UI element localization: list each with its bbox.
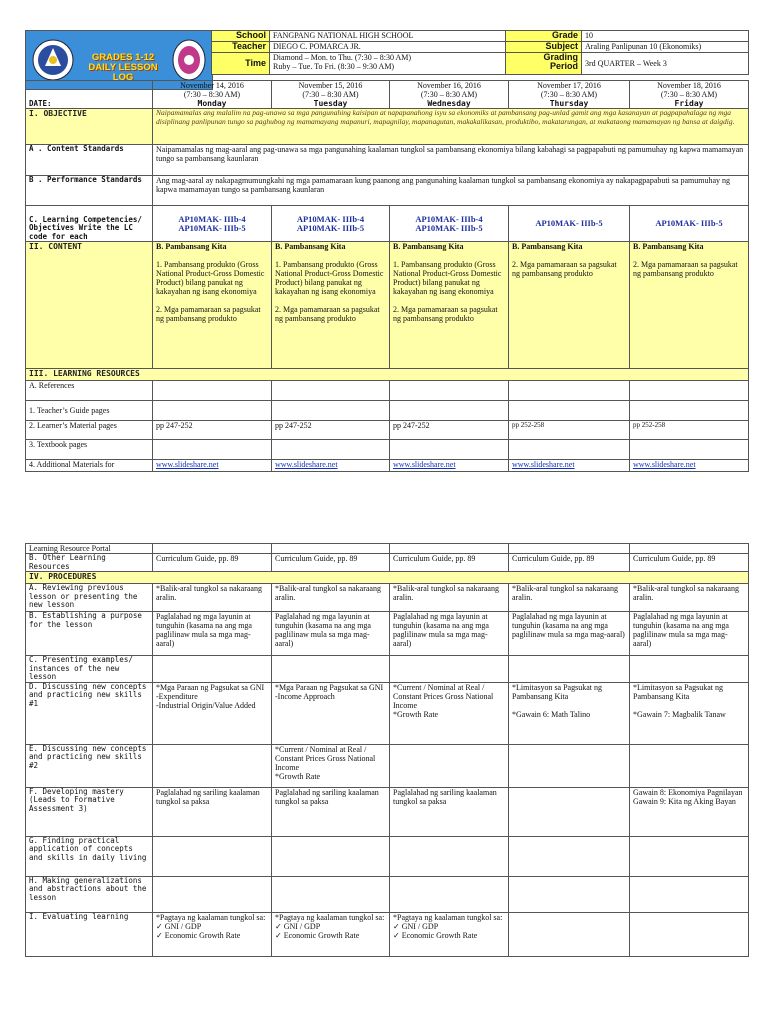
time-value-line-2: Ruby – Tue. To Fri. (8:30 – 9:30 AM): [273, 62, 395, 71]
procedures-label: IV. PROCEDURES: [26, 572, 749, 584]
grading-label: Grading: [543, 52, 578, 62]
proc-d-tuesday: *Mga Paraan ng Pagsukat sa GNI -Income Approach: [272, 682, 390, 744]
eval-item: ✓ GNI / GDP: [275, 921, 321, 931]
banner-title-2: DAILY LESSON LOG: [88, 62, 158, 83]
proc-f-label: F. Developing mastery (Leads to Formative Assessment 3): [26, 787, 153, 836]
objective-text: Naipamamalas ang malalim na pag-unawa sa mga pangunahing kaisipan at napapanahong isyu sa ekonomiks at pambansang pag-unlad gamit ang mga kasanayan at pagpapahalaga ng mga disiplinang panlipunan tungo sa paghubog ng mamamayang mapanuri, mapagnilay, mapanagutan, makakalikasan, produktibo, makatarungan, at makataong mamamayan ng bansa at daigdig.: [153, 109, 749, 145]
proc-c-label: C. Presenting examples/ instances of the new lesson: [26, 656, 153, 683]
proc-b-monday: Paglalahad ng mga layunin at tunguhin (kasama na ang mga paglilinaw mula sa mga mag-aaral): [153, 612, 272, 656]
eval-title: *Pagtaya ng kaalaman tungkol sa:: [275, 912, 385, 922]
content-items: 1. Pambansang produkto (Gross National Product-Gross Domestic Product) bilang panukat ng kakayahan ng isang ekonomiya 2. Mga pamamaraan sa pagsukat ng pambansang produkto: [393, 260, 502, 323]
lm-pages-wednesday: pp 247-252: [390, 421, 509, 440]
content-title: B. Pambansang Kita: [633, 242, 704, 251]
day-date: November 18, 2016: [657, 81, 721, 90]
content-cell-thursday: [509, 242, 630, 369]
competencies-label: C. Learning Competencies/ Objectives Write the LC code for each: [26, 206, 153, 242]
day-name: Monday: [197, 99, 227, 108]
objective-label: I. OBJECTIVE: [26, 109, 153, 145]
slideshare-link-friday[interactable]: www.slideshare.net: [633, 460, 696, 469]
proc-i-wednesday: [390, 912, 509, 956]
lm-pages-thursday: pp 252-258: [509, 421, 630, 440]
header-info-table: [211, 30, 749, 75]
proc-f-wednesday: Paglalahad ng sariling kaalaman tungkol sa paksa: [390, 787, 509, 836]
content-items: 1. Pambansang produkto (Gross National Product-Gross Domestic Product) bilang panukat ng kakayahan ng isang ekonomiya 2. Mga pamamaraan sa pagsukat ng pambansang produkto: [156, 260, 265, 323]
proc-g-label: G. Finding practical application of concepts and skills in daily living: [26, 836, 153, 876]
content-cell-tuesday: [272, 242, 390, 369]
competency-code-wednesday: AP10MAK- IIIb-4 AP10MAK- IIIb-5: [390, 206, 509, 242]
time-label: Time: [212, 53, 270, 75]
proc-d-monday: *Mga Paraan ng Pagsukat sa GNI -Expenditure -Industrial Origin/Value Added: [153, 682, 272, 744]
day-time: (7:30 – 8:30 AM): [660, 90, 718, 99]
grade-value: 10: [582, 31, 749, 42]
slideshare-link-wednesday[interactable]: www.slideshare.net: [393, 460, 456, 469]
school-value: FANGPANG NATIONAL HIGH SCHOOL: [270, 31, 506, 42]
content-title: B. Pambansang Kita: [156, 242, 227, 251]
day-name: Wednesday: [427, 99, 471, 108]
references-label: A. References: [26, 381, 153, 401]
school-seal-icon: [172, 39, 206, 81]
performance-standards-label: B . Performance Standards: [26, 176, 153, 206]
resources-label: III. LEARNING RESOURCES: [26, 369, 749, 381]
eval-item: ✓ Economic Growth Rate: [275, 930, 360, 940]
day-time: (7:30 – 8:30 AM): [420, 90, 478, 99]
lm-pages-tuesday: pp 247-252: [272, 421, 390, 440]
proc-a-tuesday: *Balik-aral tungkol sa nakaraang aralin.: [272, 584, 390, 612]
slideshare-link-tuesday[interactable]: www.slideshare.net: [275, 460, 338, 469]
competency-code-thursday: AP10MAK- IIIb-5: [509, 206, 630, 242]
proc-f-monday: Paglalahad ng sariling kaalaman tungkol sa paksa: [153, 787, 272, 836]
eval-item: ✓ GNI / GDP: [393, 921, 439, 931]
content-title: B. Pambansang Kita: [393, 242, 464, 251]
competency-code-friday: AP10MAK- IIIb-5: [630, 206, 749, 242]
eval-title: *Pagtaya ng kaalaman tungkol sa:: [393, 912, 503, 922]
other-resources-tuesday: Curriculum Guide, pp. 89: [272, 554, 390, 572]
content-cell-friday: [630, 242, 749, 369]
proc-f-tuesday: Paglalahad ng sariling kaalaman tungkol sa paksa: [272, 787, 390, 836]
proc-f-friday: Gawain 8: Ekonomiya Pagnilayan Gawain 9: Kita ng Aking Bayan: [630, 787, 749, 836]
proc-a-monday: *Balik-aral tungkol sa nakaraang aralin.: [153, 584, 272, 612]
textbook-label: 3. Textbook pages: [26, 440, 153, 460]
day-date: November 16, 2016: [417, 81, 481, 90]
teacher-label: Teacher: [212, 42, 270, 53]
content-standards-text: Naipamamalas ng mag-aaral ang pag-unawa sa mga pangunahing kaalaman tungkol sa pambansang ekonomiya bilang kabahagi sa pagpapabuti ng pamumuhay ng kapwa mamamayan tungo sa pambansang kaunlaran: [153, 145, 749, 176]
school-label: School: [212, 31, 270, 42]
lm-pages-monday: pp 247-252: [153, 421, 272, 440]
eval-item: ✓ GNI / GDP: [156, 921, 202, 931]
slideshare-link-thursday[interactable]: www.slideshare.net: [512, 460, 575, 469]
proc-b-thursday: Paglalahad ng mga layunin at tunguhin (kasama na ang mga paglilinaw mula sa mga mag-aaral): [509, 612, 630, 656]
deped-seal-icon: [32, 39, 74, 81]
eval-item: ✓ Economic Growth Rate: [393, 930, 478, 940]
day-header-tuesday: [272, 81, 390, 109]
day-name: Thursday: [549, 99, 589, 108]
day-date: November 14, 2016: [180, 81, 244, 90]
subject-label: Subject: [506, 42, 582, 53]
day-name: Friday: [674, 99, 704, 108]
other-resources-thursday: Curriculum Guide, pp. 89: [509, 554, 630, 572]
content-label: II. CONTENT: [26, 242, 153, 369]
day-header-monday: [153, 81, 272, 109]
proc-i-tuesday: [272, 912, 390, 956]
proc-b-wednesday: Paglalahad ng mga layunin at tunguhin (kasama na ang mga paglilinaw mula sa mga mag-aaral): [390, 612, 509, 656]
proc-a-friday: *Balik-aral tungkol sa nakaraang aralin.: [630, 584, 749, 612]
learners-material-label: 2. Learner’s Material pages: [26, 421, 153, 440]
grading-value: 3rd QUARTER – Week 3: [582, 53, 749, 75]
content-cell-wednesday: [390, 242, 509, 369]
eval-title: *Pagtaya ng kaalaman tungkol sa:: [156, 912, 266, 922]
proc-i-monday: [153, 912, 272, 956]
proc-d-wednesday: *Current / Nominal at Real / Constant Prices Gross National Income *Growth Rate: [390, 682, 509, 744]
additional-materials-label-cont: Learning Resource Portal: [26, 544, 153, 554]
proc-h-label: H. Making generalizations and abstractions about the lesson: [26, 876, 153, 912]
content-items: 1. Pambansang produkto (Gross National Product-Gross Domestic Product) bilang panukat ng kakayahan ng isang ekonomiya 2. Mga pamamaraan sa pagsukat ng pambansang produkto: [275, 260, 384, 323]
day-date: November 17, 2016: [537, 81, 601, 90]
time-value: [270, 53, 506, 75]
lesson-table-page-1: [25, 80, 749, 472]
lesson-table-page-2: [25, 543, 749, 957]
slideshare-link-monday[interactable]: www.slideshare.net: [156, 460, 219, 469]
eval-item: ✓ Economic Growth Rate: [156, 930, 241, 940]
banner-title-1: GRADES 1-12: [91, 52, 155, 63]
subject-value: Araling Panlipunan 10 (Ekonomiks): [582, 42, 749, 53]
other-resources-monday: Curriculum Guide, pp. 89: [153, 554, 272, 572]
day-header-thursday: [509, 81, 630, 109]
proc-d-friday: *Limitasyon sa Pagsukat ng Pambansang Kita *Gawain 7: Magbalik Tanaw: [630, 682, 749, 744]
day-header-friday: [630, 81, 749, 109]
lm-pages-friday: pp 252-258: [630, 421, 749, 440]
proc-d-thursday: *Limitasyon sa Pagsukat ng Pambansang Kita *Gawain 6: Math Talino: [509, 682, 630, 744]
day-date: November 15, 2016: [298, 81, 363, 90]
day-name: Tuesday: [313, 99, 348, 108]
time-value-line-1: Diamond – Mon. to Thu. (7:30 – 8:30 AM): [273, 53, 412, 62]
competency-code-tuesday: AP10MAK- IIIb-4 AP10MAK- IIIb-5: [272, 206, 390, 242]
competency-code-monday: AP10MAK- IIIb-4 AP10MAK- IIIb-5: [153, 206, 272, 242]
grading-period-label: [506, 53, 582, 75]
day-time: (7:30 – 8:30 AM): [540, 90, 598, 99]
date-label: DATE:: [26, 81, 153, 109]
period-label: Period: [549, 61, 578, 71]
content-items: 2. Mga pamamaraan sa pagsukat ng pambansang produkto: [633, 260, 738, 278]
day-time: (7:30 – 8:30 AM): [302, 90, 359, 99]
other-resources-friday: Curriculum Guide, pp. 89: [630, 554, 749, 572]
proc-d-label: D. Discussing new concepts and practicing new skills #1: [26, 682, 153, 744]
proc-e-tuesday: *Current / Nominal at Real / Constant Prices Gross National Income *Growth Rate: [272, 744, 390, 787]
proc-a-thursday: *Balik-aral tungkol sa nakaraang aralin.: [509, 584, 630, 612]
content-title: B. Pambansang Kita: [275, 242, 346, 251]
proc-b-friday: Paglalahad ng mga layunin at tunguhin (kasama na ang mga paglilinaw mula sa mga mag-aaral): [630, 612, 749, 656]
proc-b-label: B. Establishing a purpose for the lesson: [26, 612, 153, 656]
content-items: 2. Mga pamamaraan sa pagsukat ng pambansang produkto: [512, 260, 617, 278]
proc-b-tuesday: Paglalahad ng mga layunin at tunguhin (kasama na ang mga paglilinaw mula sa mga mag-aaral): [272, 612, 390, 656]
day-header-wednesday: [390, 81, 509, 109]
grade-label: Grade: [506, 31, 582, 42]
content-standards-label: A . Content Standards: [26, 145, 153, 176]
other-resources-label: B. Other Learning Resources: [26, 554, 153, 572]
other-resources-wednesday: Curriculum Guide, pp. 89: [390, 554, 509, 572]
teachers-guide-label: 1. Teacher’s Guide pages: [26, 401, 153, 421]
proc-a-wednesday: *Balik-aral tungkol sa nakaraang aralin.: [390, 584, 509, 612]
proc-i-label: I. Evaluating learning: [26, 912, 153, 956]
proc-e-label: E. Discussing new concepts and practicing new skills #2: [26, 744, 153, 787]
teacher-value: DIEGO C. POMARCA JR.: [270, 42, 506, 53]
content-cell-monday: [153, 242, 272, 369]
additional-materials-label: 4. Additional Materials for: [26, 460, 153, 472]
performance-standards-text: Ang mag-aaral ay nakapagmumungkahi ng mga pamamaraan kung paanong ang pangunahing kaalaman tungkol sa pambansang ekonomiya ay nakapagpapabuti sa pamumuhay ng kapwa mamamayan tungo sa pambansang kaunlaran: [153, 176, 749, 206]
proc-a-label: A. Reviewing previous lesson or presenting the new lesson: [26, 584, 153, 612]
day-time: (7:30 – 8:30 AM): [183, 90, 241, 99]
content-title: B. Pambansang Kita: [512, 242, 583, 251]
